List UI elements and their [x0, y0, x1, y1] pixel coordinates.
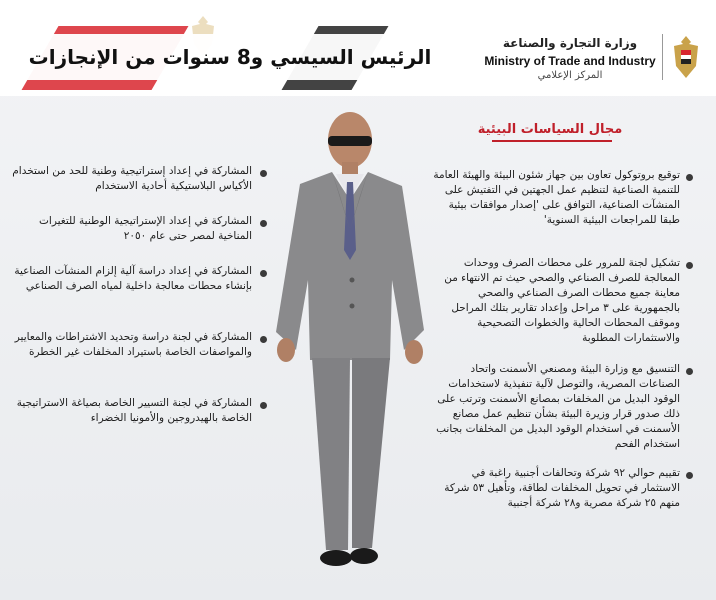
ministry-divider: [662, 34, 663, 80]
header: [0, 0, 716, 96]
ministry-block: [470, 36, 670, 81]
right-item-4: تقييم حوالي ٩٢ شركة وتحالفات أجنبية راغبة في الاستثمار في تحويل المخلفات لطاقة، وتأهيل ٥٣ شركة منهم ٢٥ شركة مصرية و٢٨ شركة أجنبية: [444, 467, 680, 509]
section-title: مجال السياسات البيئية: [477, 122, 623, 137]
media-center-label: المركز الإعلامي: [537, 70, 603, 81]
left-item-1: المشاركة في إعداد إستراتيجية وطنية للحد من استخدام الأكياس البلاستيكية أحادية الاستخدام: [12, 165, 252, 192]
bullet-dot: [686, 472, 693, 479]
ministry-name-en: Ministry of Trade and Industry: [484, 54, 656, 68]
bullet-dot: [686, 368, 693, 375]
bullet-dot: [686, 174, 693, 181]
right-item-1: توقيع بروتوكول تعاون بين جهاز شئون البيئة والهيئة العامة للتنمية الصناعية لتنظيم عمل الجهتين في التفتيش على المنشآت الصناعية، التوافق على 'إصدار موافقات بيئية طبقا للمراجعات البيئية السنوية': [433, 169, 680, 226]
section-underline: [492, 140, 612, 142]
bullet-dot: [686, 262, 693, 269]
page-title: الرئيس السيسي و8 سنوات من الإنجازات: [28, 45, 432, 69]
bullet-dot: [260, 270, 267, 277]
left-item-4: المشاركة في لجنة دراسة وتحديد الاشتراطات والمعايير والمواصفات الخاصة باستيراد المخلفات غير الخطرة: [14, 331, 252, 358]
left-item-3: المشاركة في إعداد دراسة آلية إلزام المنشآت الصناعية بإنشاء محطات معالجة داخلية لمياه الصرف الصناعي: [14, 265, 252, 292]
president-figure: [262, 100, 442, 580]
title-bar: [10, 34, 450, 80]
right-item-2: تشكيل لجنة للمرور على محطات الصرف ووحدات المعالجة للصرف الصناعي والصحي حيث تم الانتهاء من معاينة جميع محطات الصرف الصناعي والصحي بالجمهورية على ٣ مراحل وإعداد تقارير بتلك المراحل وموقف المحطات الحالية والخطوات التصحيحية والاستثمارات المطلوبة: [444, 257, 680, 344]
bullet-dot: [260, 402, 267, 409]
right-item-3: التنسيق مع وزارة البيئة ومصنعي الأسمنت واتحاد الصناعات المصرية، والتوصل لآلية تنفيذية لاستخدامات الوقود البديل من المخلفات بمصانع الأسمنت وترتب على ذلك صدور قرار وزيرة البيئة بشأن تنظيم عمل مصانع الأسمنت في استخدام الوقود البديل من المخلفات بجانب استخدام الفحم: [436, 363, 680, 450]
left-item-5: المشاركة في لجنة التسيير الخاصة بصياغة الاستراتيجية الخاصة بالهيدروجين والأمونيا الخضراء: [16, 397, 252, 424]
left-item-2: المشاركة في إعداد الإستراتيجية الوطنية للتغيرات المناخية لمصر حتى عام ٢٠٥٠: [39, 215, 252, 242]
bullet-dot: [260, 220, 267, 227]
bullet-dot: [260, 170, 267, 177]
ministry-name-ar: وزارة التجارة والصناعة: [502, 36, 638, 50]
bullet-dot: [260, 336, 267, 343]
egypt-eagle-logo-icon: [668, 34, 704, 82]
